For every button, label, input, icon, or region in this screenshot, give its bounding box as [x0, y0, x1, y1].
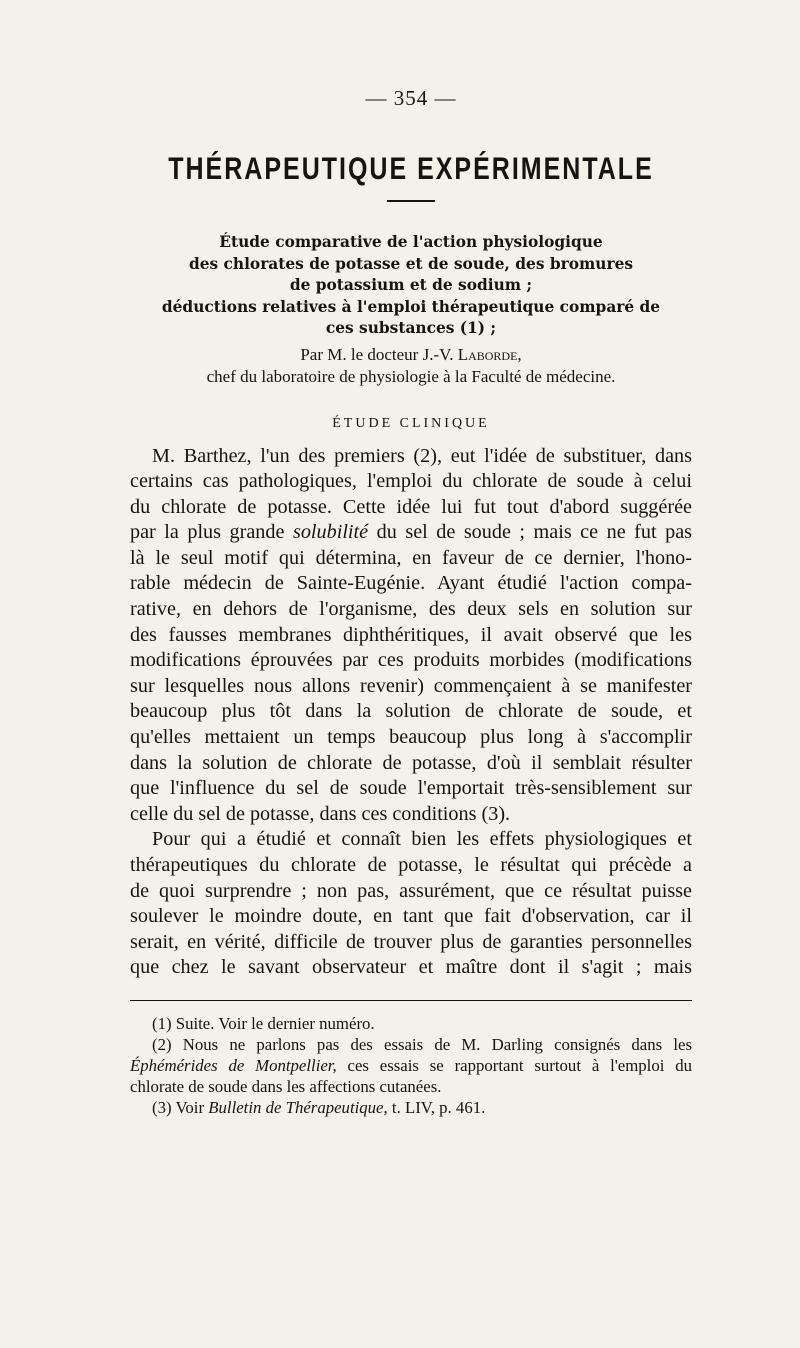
- author-position: chef du laboratoire de physiologie à la Faculté de médecine.: [206, 366, 616, 386]
- document-page: [0, 86, 800, 1348]
- body-line: sur lesquelles nous allons revenir) commençaient à se manifester: [130, 674, 692, 697]
- body-line: modifications éprouvées par ces produits morbides (modifications: [130, 649, 692, 672]
- body-text: [130, 444, 692, 981]
- body-line: de quoi surprendre ; non pas, assurément, que ce résultat puisse: [130, 879, 692, 902]
- body-line: [130, 520, 692, 546]
- footnote-italic: Bulletin de Thérapeutique,: [208, 1097, 388, 1117]
- subsection-title: ÉTUDE CLINIQUE: [332, 415, 490, 431]
- footnote-italic: Éphémérides de Montpellier,: [130, 1055, 337, 1075]
- title-rule: [387, 200, 435, 202]
- body-line: rative, en dehors de l'organisme, des deux sels en solution sur: [130, 598, 692, 621]
- body-line: rable médecin de Sainte-Eugénie. Ayant étudié l'action compa-: [130, 572, 692, 595]
- article-title-line: déductions relatives à l'emploi thérapeutique comparé de: [161, 297, 661, 316]
- footnote-line: (2) Nous ne parlons pas des essais de M. Darling consignés dans les: [152, 1034, 692, 1054]
- article-title-line: des chlorates de potasse et de soude, des bromures: [188, 254, 634, 273]
- body-line: du chlorate de potasse. Cette idée lui fut tout d'abord suggérée: [130, 495, 692, 518]
- author-name: Laborde,: [457, 344, 522, 364]
- body-line: que chez le savant observateur et maître dont il s'agit ; mais: [130, 956, 692, 979]
- body-line: là le seul motif qui détermina, en faveur de ce dernier, l'hono-: [130, 546, 692, 569]
- section-title: THÉRAPEUTIQUE EXPÉRIMENTALE: [168, 151, 654, 187]
- body-line: qu'elles mettaient un temps beaucoup plus long à s'accomplir: [130, 726, 692, 749]
- body-line: soulever le moindre doute, en tant que fait d'observation, car il: [130, 905, 692, 928]
- article-title-line: Étude comparative de l'action physiologique: [219, 233, 603, 251]
- body-line: Pour qui a étudié et connaît bien les effets physiologiques et: [152, 828, 692, 851]
- footnote-line: chlorate de soude dans les affections cutanées.: [130, 1076, 442, 1096]
- page-number: — 354 —: [365, 86, 457, 110]
- footnote-part: t. LIV, p. 461.: [391, 1097, 486, 1117]
- article-title-line: de potassium et de sodium ;: [289, 276, 533, 294]
- body-line: thérapeutiques du chlorate de potasse, le résultat qui précède a: [130, 854, 692, 876]
- footnote-line: [130, 1055, 692, 1076]
- body-line: celle du sel de potasse, dans ces conditions (3).: [130, 802, 511, 825]
- article-title-line: ces substances (1) ;: [325, 319, 497, 337]
- footnote-part: ces essais se rapportant surtout à l'emploi du: [347, 1055, 693, 1075]
- body-line: beaucoup plus tôt dans la solution de chlorate de soude, et: [130, 700, 692, 723]
- body-line: dans la solution de chlorate de potasse, d'où il semblait résulter: [130, 751, 692, 774]
- footnotes: [130, 1013, 692, 1118]
- article-title: [130, 232, 692, 340]
- footnote-line: (1) Suite. Voir le dernier numéro.: [152, 1013, 375, 1033]
- body-line-part: du sel de soude ; mais ce ne fut pas: [376, 521, 693, 544]
- italic-word: solubilité: [292, 521, 369, 544]
- author-prefix: Par M. le docteur J.-V.: [300, 344, 458, 364]
- body-line: M. Barthez, l'un des premiers (2), eut l'idée de substituer, dans: [152, 444, 692, 467]
- body-line-part: par la plus grande: [130, 521, 285, 544]
- footnote-line: [130, 1097, 692, 1118]
- body-line: que l'influence du sel de soude l'emportait très-sensiblement sur: [130, 777, 692, 800]
- author-block: [130, 344, 692, 388]
- footnote-rule: [130, 1000, 692, 1001]
- author-line: [130, 344, 692, 366]
- body-line: des fausses membranes diphthéritiques, il avait observé que les: [130, 623, 692, 646]
- body-line: serait, en vérité, difficile de trouver plus de garanties personnelles: [130, 930, 692, 953]
- footnote-part: (3) Voir: [152, 1097, 205, 1117]
- body-line: certains cas pathologiques, l'emploi du chlorate de soude à celui: [130, 470, 692, 493]
